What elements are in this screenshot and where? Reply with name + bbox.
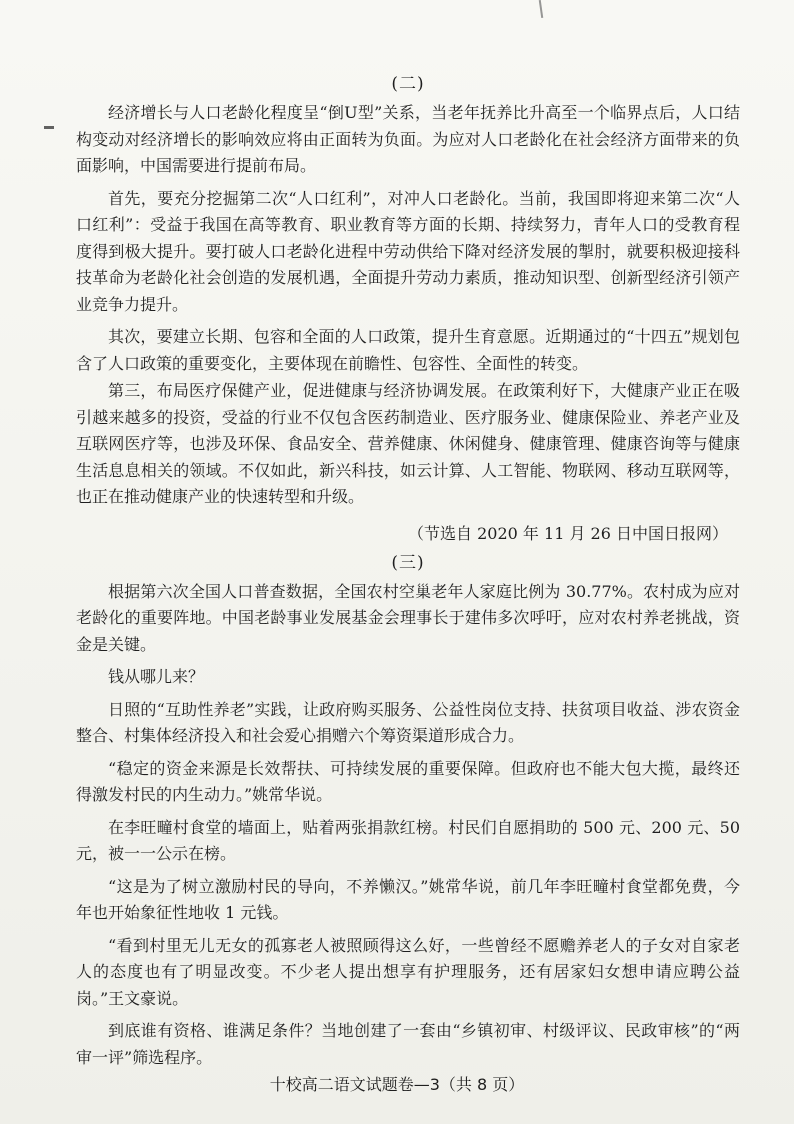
scan-mark xyxy=(539,0,543,18)
section-title: (二) xyxy=(391,74,425,94)
paragraph: 根据第六次全国人口普查数据，全国农村空巢老年人家庭比例为 30.77%。农村成为应对老龄化的重要阵地。中国老龄事业发展基金会理事长于建伟多次呼吁，应对农村养老挑战，资金是关键。 xyxy=(76,581,740,654)
section-title: (三) xyxy=(391,552,425,573)
paragraph: 其次，要建立长期、包容和全面的人口政策，提升生育意愿。近期通过的“十四五”规划包含了人口政策的重要变化，主要体现在前瞻性、包容性、全面性的转变。 xyxy=(76,327,740,373)
page-content xyxy=(76,72,740,1071)
scan-mark xyxy=(44,126,54,129)
paragraph: 经济增长与人口老龄化程度呈“倒U型”关系，当老年抚养比升高至一个临界点后，人口结构变动对经济增长的影响效应将由正面转为负面。为应对人口老龄化在社会经济方面带来的负面影响，中国需要进行提前布局。 xyxy=(76,103,740,175)
source-citation: （节选自 2020 年 11 月 26 日中国日报网） xyxy=(408,523,728,543)
paragraph: 首先，要充分挖掘第二次“人口红利”，对冲人口老龄化。当前，我国即将迎来第二次“人口红利”：受益于我国在高等教育、职业教育等方面的长期、持续努力，青年人口的受教育程度得到极大提升。要打破人口老龄化进程中劳动供给下降对经济发展的掣肘，就要积极迎接科技革命为老龄化社会创造的发展机遇，全面提升劳动力素质，推动知识型、创新型经济引领产业竞争力提升。 xyxy=(76,188,740,314)
paragraph: 到底谁有资格、谁满足条件？当地创建了一套由“乡镇初审、村级评议、民政审核”的“两审一评”筛选程序。 xyxy=(76,1021,740,1067)
page-footer: 十校高二语文试题卷—3（共 8 页） xyxy=(269,1075,525,1094)
paragraph: “看到村里无儿无女的孤寡老人被照顾得这么好，一些曾经不愿赡养老人的子女对自家老人的态度也有了明显改变。不少老人提出想享有护理服务，还有居家妇女想申请应聘公益岗。”王文豪说。 xyxy=(76,935,740,1008)
paragraph: 在李旺疃村食堂的墙面上，贴着两张捐款红榜。村民们自愿捐助的 500 元、200 元、50 元，被一一公示在榜。 xyxy=(76,817,740,863)
paragraph: 日照的“互助性养老”实践，让政府购买服务、公益性岗位支持、扶贫项目收益、涉农资金整合、村集体经济投入和社会爱心捐赠六个筹资渠道形成合力。 xyxy=(76,699,740,745)
paragraph: 第三，布局医疗保健产业，促进健康与经济协调发展。在政策利好下，大健康产业正在吸引越来越多的投资，受益的行业不仅包含医药制造业、医疗服务业、健康保险业、养老产业及互联网医疗等，也涉及环保、食品安全、营养健康、休闲健身、健康管理、健康咨询等与健康生活息息相关的领域。不仅如此，新兴科技，如云计算、人工智能、物联网、移动互联网等，也正在推动健康产业的快速转型和升级。 xyxy=(76,381,740,506)
paragraph: “这是为了树立激励村民的导向，不养懒汉。”姚常华说，前几年李旺疃村食堂都免费，今年也开始象征性地收 1 元钱。 xyxy=(76,876,740,922)
paragraph: 钱从哪儿来？ xyxy=(108,667,205,686)
paragraph: “稳定的资金来源是长效帮扶、可持续发展的重要保障。但政府也不能大包大揽，最终还得激发村民的内生动力。”姚常华说。 xyxy=(76,758,740,804)
